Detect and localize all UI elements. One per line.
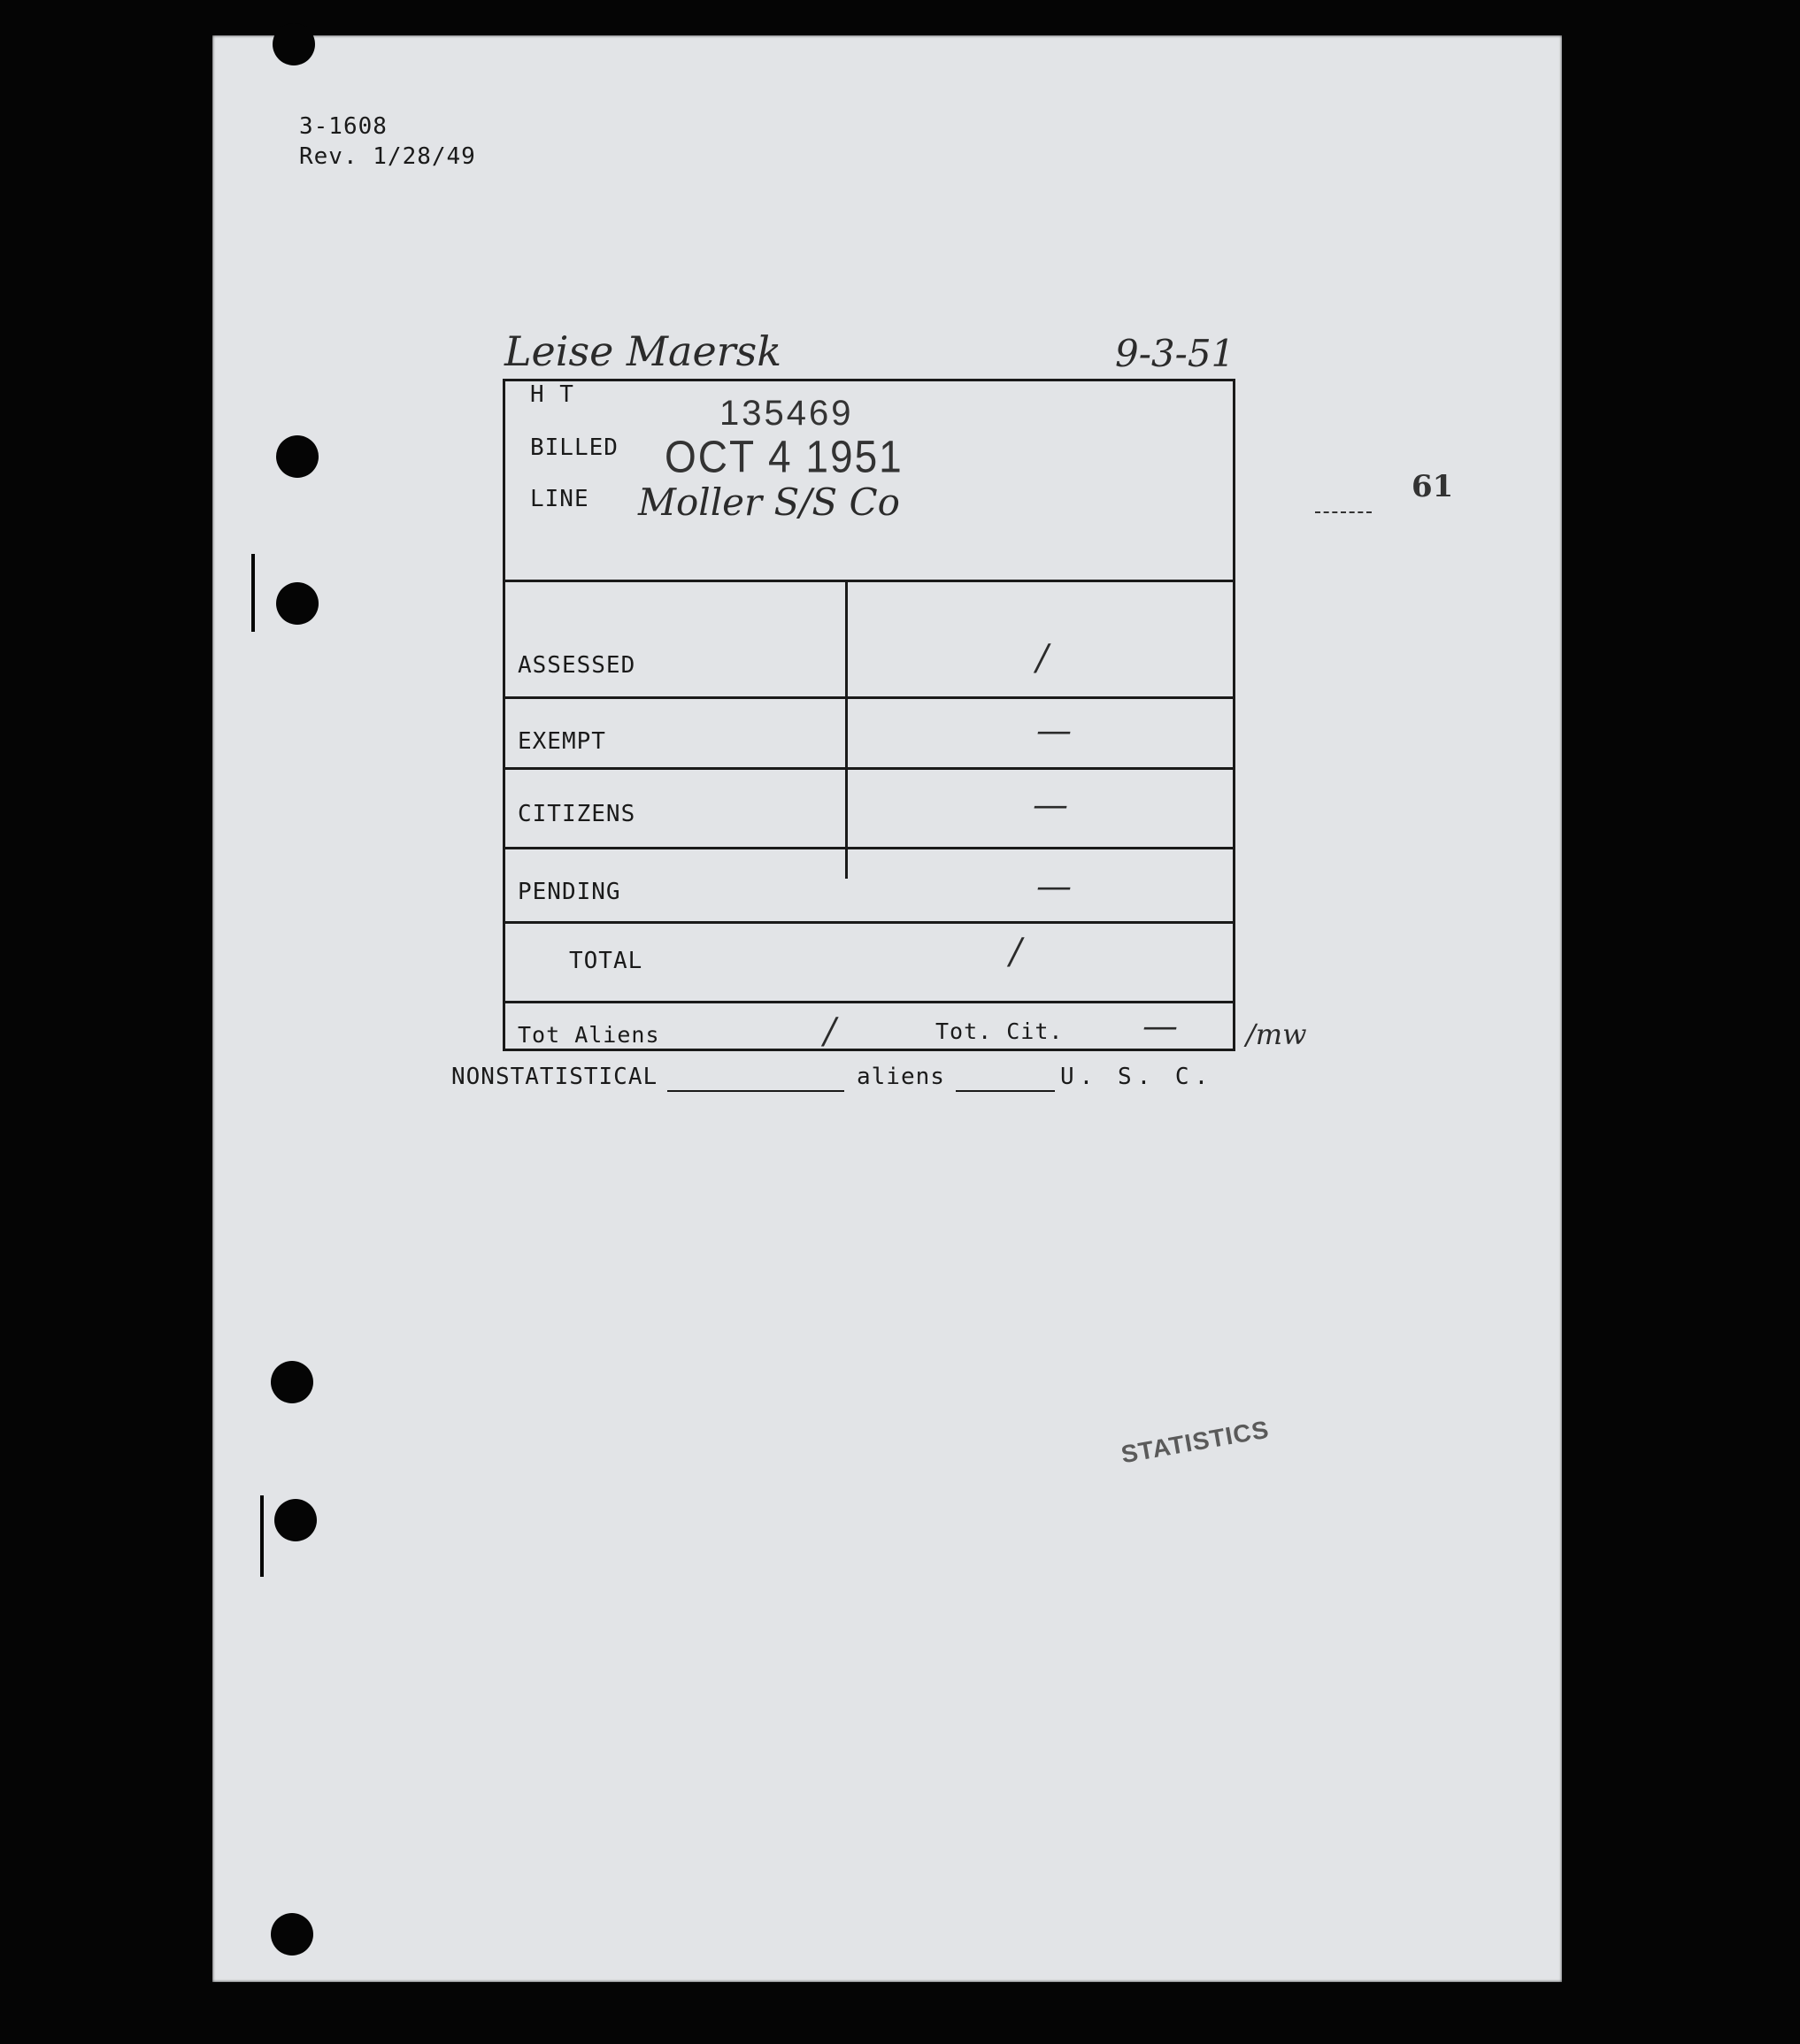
tot-cit-value: — — [1142, 1006, 1178, 1047]
statistics-stamp: STATISTICS — [1119, 1415, 1272, 1469]
tot-aliens-label: Tot Aliens — [518, 1022, 660, 1048]
punch-hole-2 — [276, 582, 319, 625]
column-divider — [845, 581, 848, 879]
usc-label: U. S. C. — [1060, 1064, 1214, 1090]
document-sheet — [212, 35, 1562, 1982]
divider-row-1 — [505, 696, 1233, 699]
line-label: LINE — [530, 486, 589, 512]
punch-hole-top — [273, 23, 315, 65]
tear-mark-1 — [251, 554, 255, 632]
tot-cit-label: Tot. Cit. — [935, 1018, 1064, 1044]
nonstatistical-label: NONSTATISTICAL — [451, 1064, 658, 1090]
page-number: 61 — [1412, 469, 1454, 504]
manifest-form-table — [503, 379, 1235, 1051]
divider-header — [505, 580, 1233, 582]
divider-total — [505, 1001, 1233, 1003]
page-number-dash — [1315, 511, 1372, 513]
row-label-pending: PENDING — [518, 879, 621, 905]
form-revision: Rev. 1/28/49 — [299, 143, 476, 170]
punch-hole-3 — [271, 1361, 313, 1403]
row-label-assessed: ASSESSED — [518, 652, 636, 679]
aliens-label: aliens — [857, 1064, 945, 1090]
row-value-exempt: — — [1036, 711, 1072, 751]
punch-hole-1 — [276, 435, 319, 478]
tot-aliens-value: / — [824, 1011, 836, 1052]
billed-label: BILLED — [530, 434, 619, 461]
billed-date-stamp: OCT 4 1951 — [665, 431, 904, 482]
divider-row-3 — [505, 847, 1233, 849]
ht-label: H T — [530, 381, 574, 408]
row-value-assessed: / — [1036, 638, 1049, 679]
row-value-pending: — — [1036, 866, 1072, 907]
ship-name: Leise Maersk — [504, 327, 782, 375]
total-label: TOTAL — [569, 948, 643, 974]
aliens-blank — [956, 1090, 1055, 1092]
tear-mark-2 — [260, 1495, 264, 1577]
punch-hole-5 — [271, 1913, 313, 1956]
row-value-citizens: — — [1033, 785, 1068, 826]
clerk-initials: /mw — [1246, 1018, 1307, 1051]
handwritten-date: 9-3-51 — [1115, 332, 1235, 375]
divider-row-4 — [505, 921, 1233, 924]
divider-row-2 — [505, 767, 1233, 770]
form-number: 3-1608 — [299, 113, 388, 140]
total-value: / — [1010, 932, 1022, 972]
nonstatistical-blank — [667, 1090, 844, 1092]
row-label-exempt: EXEMPT — [518, 728, 606, 755]
ht-number: 135469 — [719, 394, 854, 433]
line-value: Moller S/S Co — [638, 480, 900, 524]
row-label-citizens: CITIZENS — [518, 801, 636, 827]
punch-hole-4 — [274, 1499, 317, 1541]
